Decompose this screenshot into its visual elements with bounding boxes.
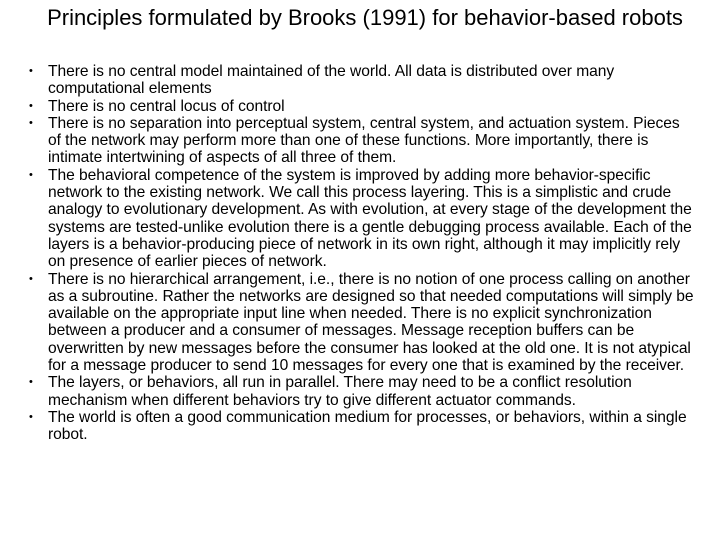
bullet-dot-icon: • [29,376,33,389]
bullet-dot-icon: • [29,116,33,129]
bullet-dot-icon: • [29,168,33,181]
bullet-text: The world is often a good communication medium for processes, or behaviors, within a single robot. [48,408,687,444]
bullet-item [0,374,720,409]
bullet-item [0,409,720,444]
bullet-item [0,167,720,271]
bullet-text: The layers, or behaviors, all run in parallel. There may need to be a conflict resolution mechanism when different behaviors try to give different actuator commands. [48,374,632,409]
bullet-item [0,271,720,375]
bullet-text: There is no central model maintained of the world. All data is distributed over many computational elements [48,63,615,98]
bullet-item [0,63,720,98]
bullet-item [0,115,720,167]
bullet-dot-icon: • [29,410,33,423]
bullet-text: There is no hierarchical arrangement, i.e., there is no notion of one process calling on another as a subroutine. Rather the networks are designed so that needed computations will simply be available on the appropriate input line when needed. There is no explicit synchronization between a producer and a consumer of messages. Message reception buffers can be overwritten by new messages before the consumer has looked at the old one. It is not atypical for a message producer to send 10 messages for every one that is examined by the receiver. [48,270,694,375]
bullet-text: There is no separation into perceptual system, central system, and actuation system. Pieces of the network may perform more than one of these functions. More importantly, there is intimate intertwining of aspects of all three of them. [48,114,680,167]
bullet-list [0,63,720,444]
bullet-dot-icon: • [29,99,33,112]
bullet-text: There is no central locus of control [48,97,285,115]
bullet-dot-icon: • [29,65,33,77]
bullet-item [0,98,720,115]
bullet-dot-icon: • [29,272,33,285]
bullet-text: The behavioral competence of the system is improved by adding more behavior-specific network to the existing network. We call this process layering. This is a simplistic and crude analogy to evolutionary development. As with evolution, at every stage of the development the systems are tested-unlike evolution there is a gentle debugging process available. Each of the layers is a behavior-producing piece of network in its own right, although it may implicitly rely on presence of earlier pieces of network. [48,166,692,271]
slide-title: Principles formulated by Brooks (1991) for behavior-based robots [47,5,683,30]
